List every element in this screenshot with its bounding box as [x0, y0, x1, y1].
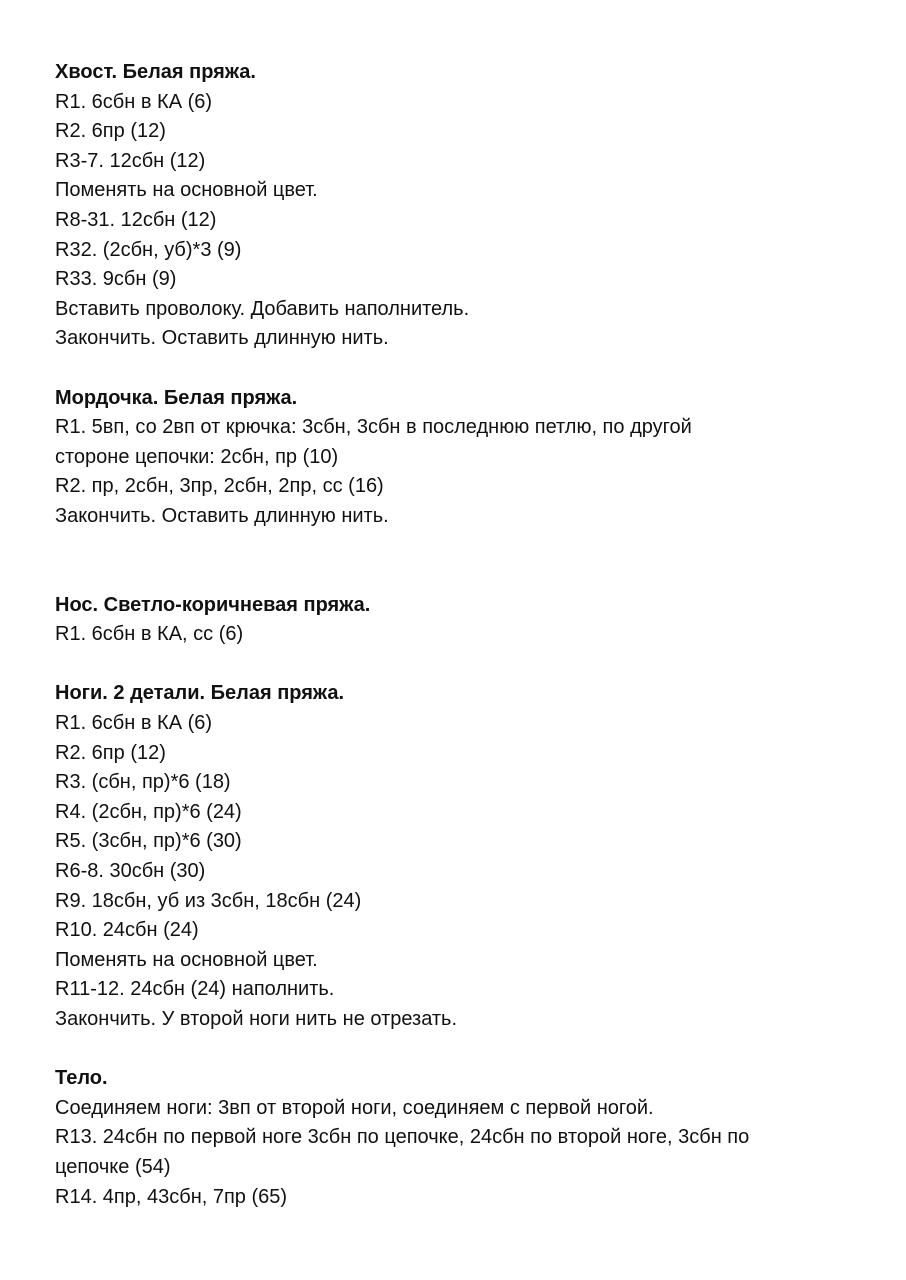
instruction-line: R13. 24сбн по первой ноге 3сбн по цепочке, 24сбн по второй ноге, 3сбн по: [55, 1126, 750, 1149]
instruction-line: R11-12. 24сбн (24) наполнить.: [55, 978, 335, 1001]
instruction-line: R1. 6сбн в КА (6): [55, 712, 213, 735]
instruction-line: R2. 6пр (12): [55, 120, 166, 143]
instruction-line: Соединяем ноги: 3вп от второй ноги, соединяем с первой ногой.: [55, 1096, 654, 1119]
section-title-nose: Нос. Светло-коричневая пряжа.: [55, 593, 371, 616]
instruction-line: R3-7. 12сбн (12): [55, 149, 206, 172]
section-title-body: Тело.: [55, 1067, 108, 1090]
instruction-line: Поменять на основной цвет.: [55, 179, 318, 202]
section-tail: [55, 58, 855, 354]
instruction-line: Закончить. У второй ноги нить не отрезать.: [55, 1008, 458, 1030]
instruction-line: Закончить. Оставить длинную нить.: [55, 504, 389, 527]
document-page: [55, 58, 855, 1212]
section-muzzle: [55, 384, 855, 532]
instruction-line: R33. 9сбн (9): [55, 268, 177, 291]
instruction-line: Закончить. Оставить длинную нить.: [55, 327, 389, 350]
instruction-line: стороне цепочки: 2сбн, пр (10): [55, 445, 339, 468]
instruction-line: R14. 4пр, 43сбн, 7пр (65): [55, 1185, 288, 1208]
instruction-line: R10. 24сбн (24): [55, 919, 199, 942]
instruction-line: Вставить проволоку. Добавить наполнитель.: [55, 297, 470, 320]
instruction-line: Поменять на основной цвет.: [55, 948, 318, 971]
instruction-line: R1. 5вп, со 2вп от крючка: 3сбн, 3сбн в последнюю петлю, по другой: [55, 416, 692, 439]
instruction-line: R2. 6пр (12): [55, 741, 166, 764]
section-nose: [55, 591, 855, 650]
instruction-line: R8-31. 12сбн (12): [55, 208, 217, 231]
section-legs: [55, 679, 855, 1034]
instruction-line: R4. (2сбн, пр)*6 (24): [55, 800, 242, 823]
instruction-line: R3. (сбн, пр)*6 (18): [55, 771, 231, 794]
instruction-line: R32. (2сбн, уб)*3 (9): [55, 238, 242, 261]
instruction-line: R5. (3сбн, пр)*6 (30): [55, 830, 242, 853]
section-title-legs: Ноги. 2 детали. Белая пряжа.: [55, 682, 345, 705]
instruction-line: R1. 6сбн в КА (6): [55, 90, 213, 113]
instruction-line: R9. 18сбн, уб из 3сбн, 18сбн (24): [55, 889, 362, 912]
section-body: [55, 1064, 855, 1212]
instruction-line: R6-8. 30сбн (30): [55, 860, 206, 883]
section-title-tail: Хвост. Белая пряжа.: [55, 61, 256, 83]
instruction-line: R2. пр, 2сбн, 3пр, 2сбн, 2пр, сс (16): [55, 475, 384, 498]
instruction-line: R1. 6сбн в КА, сс (6): [55, 623, 244, 646]
instruction-line: цепочке (54): [55, 1155, 171, 1178]
section-title-muzzle: Мордочка. Белая пряжа.: [55, 386, 298, 409]
